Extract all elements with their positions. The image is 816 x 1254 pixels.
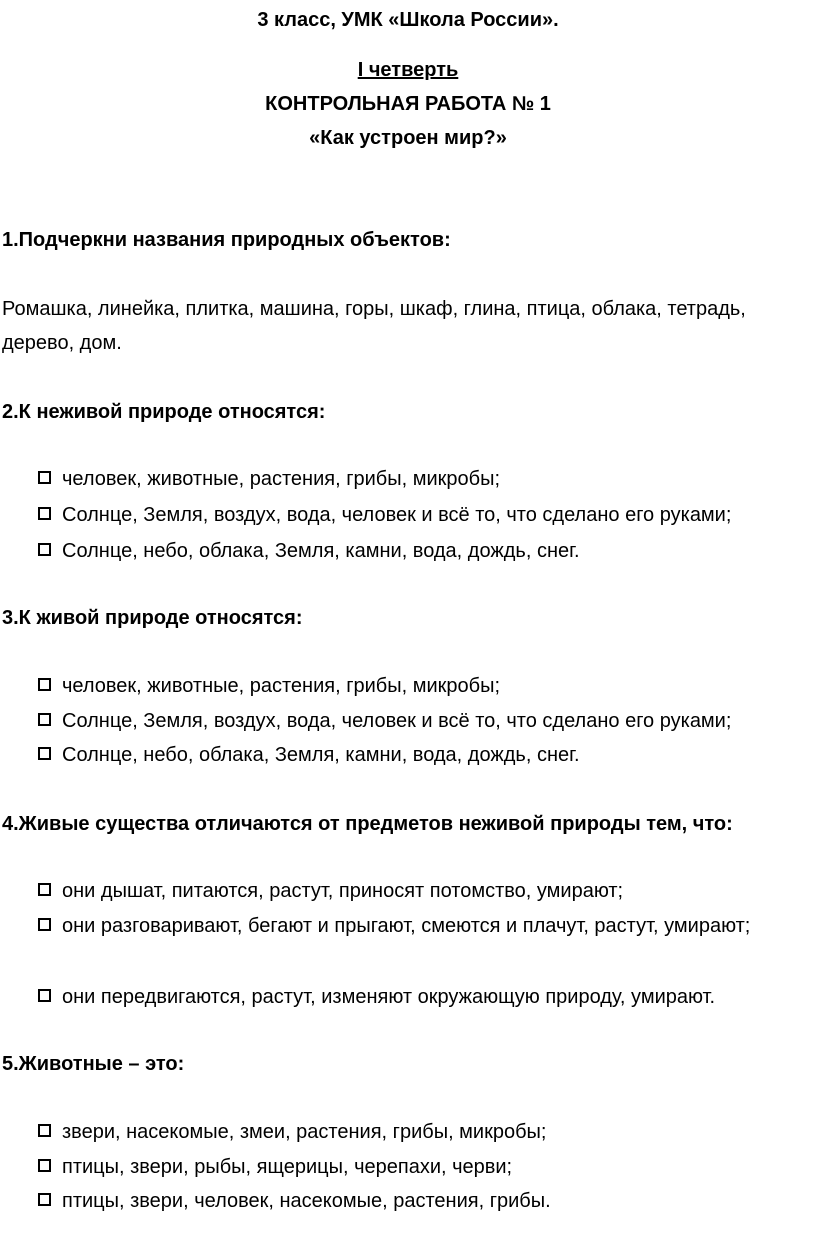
checkbox-icon[interactable] (38, 678, 51, 691)
checkbox-icon[interactable] (38, 1124, 51, 1137)
question-4-option-2[interactable] (38, 914, 816, 944)
question-2-option-2[interactable] (38, 503, 816, 527)
checkbox-icon[interactable] (38, 918, 51, 931)
option-label: они передвигаются, растут, изменяют окружающую природу, умирают. (62, 986, 716, 1008)
class-heading: 3 класс, УМК «Школа России». (257, 9, 559, 31)
checkbox-icon[interactable] (38, 747, 51, 760)
option-label: Солнце, Земля, воздух, вода, человек и всё то, что сделано его руками; (62, 504, 732, 526)
question-2-option-1[interactable] (38, 467, 816, 491)
work-topic: «Как устроен мир?» (309, 127, 507, 149)
checkbox-icon[interactable] (38, 543, 51, 556)
option-label: человек, животные, растения, грибы, микробы; (62, 675, 501, 697)
option-label: птицы, звери, рыбы, ящерицы, черепахи, черви; (62, 1156, 513, 1178)
option-label: Солнце, Земля, воздух, вода, человек и всё то, что сделано его руками; (62, 710, 732, 732)
checkbox-icon[interactable] (38, 713, 51, 726)
checkbox-icon[interactable] (38, 1159, 51, 1172)
quarter-heading (0, 58, 816, 82)
question-5-title: 5.Животные – это: (2, 1053, 185, 1075)
option-label: они дышат, питаются, растут, приносят потомство, умирают; (62, 880, 624, 902)
checkbox-icon[interactable] (38, 1193, 51, 1206)
option-label: звери, насекомые, змеи, растения, грибы, микробы; (62, 1121, 547, 1143)
question-3-option-3[interactable] (38, 743, 816, 767)
question-2-title: 2.К неживой природе относятся: (2, 401, 326, 423)
option-label: Солнце, небо, облака, Земля, камни, вода, дождь, снег. (62, 744, 580, 766)
quarter-label: I четверть (357, 59, 459, 81)
option-label: Солнце, небо, облака, Земля, камни, вода, дождь, снег. (62, 540, 580, 562)
checkbox-icon[interactable] (38, 471, 51, 484)
question-4-option-1[interactable] (38, 879, 816, 903)
question-3-title: 3.К живой природе относятся: (2, 607, 303, 629)
checkbox-icon[interactable] (38, 883, 51, 896)
option-label: птицы, звери, человек, насекомые, растения, грибы. (62, 1190, 551, 1212)
checkbox-icon[interactable] (38, 989, 51, 1002)
question-5-option-1[interactable] (38, 1120, 816, 1144)
question-4-option-3[interactable] (38, 985, 816, 1009)
question-3-option-1[interactable] (38, 674, 816, 698)
option-label: человек, животные, растения, грибы, микробы; (62, 468, 501, 490)
work-title: КОНТРОЛЬНАЯ РАБОТА № 1 (265, 93, 551, 115)
question-5-option-3[interactable] (38, 1189, 816, 1213)
option-label: они разговаривают, бегают и прыгают, смеются и плачут, растут, умирают; (62, 915, 751, 937)
checkbox-icon[interactable] (38, 507, 51, 520)
question-3-option-2[interactable] (38, 709, 816, 733)
question-1-text: Ромашка, линейка, плитка, машина, горы, шкаф, глина, птица, облака, тетрадь, дерево, дом. (2, 298, 746, 354)
question-1-title: 1.Подчеркни названия природных объектов: (2, 229, 451, 251)
question-4-title: 4.Живые существа отличаются от предметов неживой природы тем, что: (2, 813, 733, 835)
question-2-option-3[interactable] (38, 539, 816, 563)
question-5-option-2[interactable] (38, 1155, 816, 1179)
